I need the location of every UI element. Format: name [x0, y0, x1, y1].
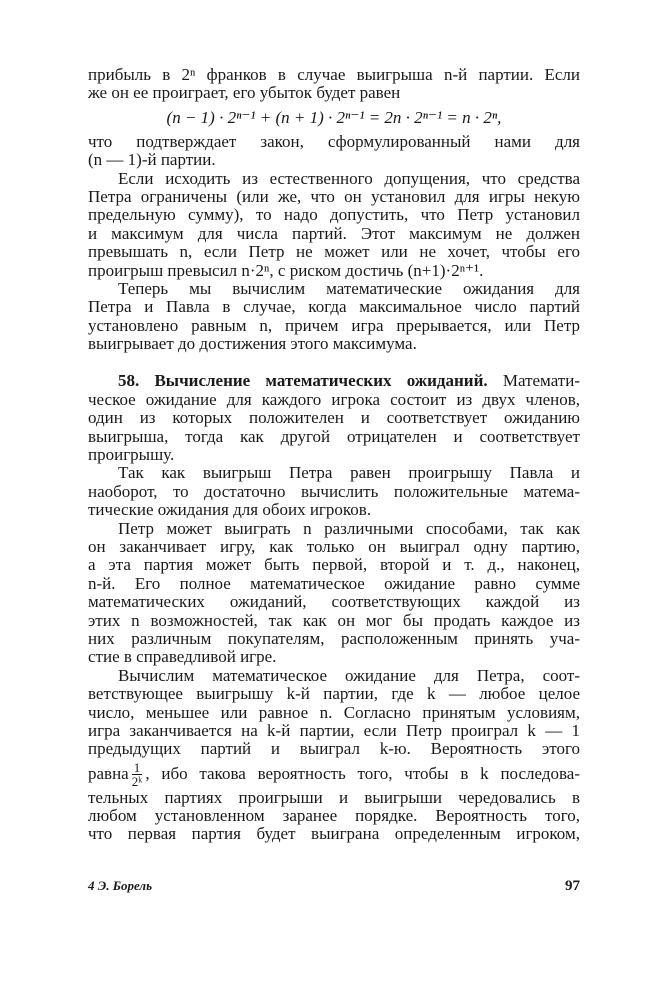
- fraction-prefix: равна: [88, 763, 129, 783]
- text-line: них различным покупателям, расположенным принять уча-: [88, 629, 580, 648]
- text-line: установлено равным n, причем игра прерывается, или Петр: [88, 316, 580, 335]
- text-line-with-fraction: [88, 759, 580, 789]
- text-line: выигрывает до достижения этого максимума.: [88, 335, 417, 354]
- fraction-numerator: 1: [132, 761, 143, 775]
- text-line: проигрыш превысил n·2ⁿ, с риском достичь (n+1)·2ⁿ⁺¹.: [88, 261, 484, 280]
- text-line: этих n возможностей, так как он мог бы продать каждое из: [88, 611, 580, 630]
- text-line: выигрыша, тогда как другой отрицателен и соответствует: [88, 427, 580, 446]
- opening-lines: [88, 66, 580, 103]
- text-line: предыдущих партий и выиграл k-ю. Вероятность этого: [88, 740, 580, 759]
- fraction-one-over-two-k: [132, 761, 143, 788]
- text-line: а эта партия может быть первой, второй и т. д., наконец,: [88, 556, 580, 575]
- text-line: Петр может выиграть n различными способами, так как: [118, 519, 580, 538]
- text-line: Петра и Павла в случае, когда максимальное число партий: [88, 298, 580, 317]
- text-line: что подтверждает закон, сформулированный нами для: [88, 132, 580, 151]
- section-58: [88, 372, 580, 464]
- page-text: [88, 66, 580, 844]
- paragraph: [88, 280, 580, 354]
- text-line: математических ожиданий, соответствующих каждой из: [88, 593, 580, 612]
- signature-mark: 4 Э. Борель: [88, 878, 153, 893]
- fraction-denominator: 2ᵏ: [131, 774, 143, 789]
- text-line: один из которых положителен и соответствует ожиданию: [88, 409, 580, 428]
- text-line: он заканчивает игру, как только он выиграл одну партию,: [88, 537, 580, 556]
- text-line: ветствующее выигрышу k-й партии, где k — любое целое: [88, 685, 580, 704]
- paragraph: [88, 667, 580, 844]
- text-line: прибыль в 2ⁿ франков в случае выигрыша n-й партии. Если: [88, 66, 580, 84]
- text-line: ческое ожидание для каждого игрока состоит из двух членов,: [88, 390, 580, 409]
- heading-continuation: Математи-: [502, 372, 580, 391]
- text-line: любом установленном заранее порядке. Вероятность того,: [88, 807, 580, 826]
- paragraph: [88, 170, 580, 280]
- text-line: Вычислим математическое ожидание для Петра, соот-: [118, 666, 580, 685]
- text-line: стие в справедливой игре.: [88, 648, 277, 667]
- paragraph: [88, 520, 580, 667]
- text-line: [88, 372, 580, 390]
- formula: (n − 1) · 2ⁿ⁻¹ + (n + 1) · 2ⁿ⁻¹ = 2n · 2ⁿ⁻¹ = n · 2ⁿ,: [166, 107, 502, 127]
- text-line: игра заканчивается на k-й партии, если Петр проиграл k — 1: [88, 721, 580, 740]
- page-footer: [88, 878, 580, 898]
- text-line: тические ожидания для обоих игроков.: [88, 501, 372, 520]
- page-number: 97: [565, 878, 580, 894]
- text-line: тельных партиях проигрыши и выигрыши чередовались в: [88, 788, 580, 807]
- paragraph: [88, 464, 580, 519]
- text-line: Теперь мы вычислим математические ожидания для: [118, 279, 580, 298]
- text-line: (n — 1)-й партии.: [88, 151, 216, 170]
- text-line: n-й. Его полное математическое ожидание равно сумме: [88, 574, 580, 593]
- text-line: и максимум для числа партий. Этот максимум не должен: [88, 224, 580, 243]
- text-line: наоборот, то достаточно вычислить положительные матема-: [88, 482, 580, 501]
- formula-conclusion: [88, 133, 580, 170]
- text-line: предельную сумму), то надо допустить, что Петр установил: [88, 206, 580, 225]
- section-heading: 58. Вычисление математических ожиданий.: [118, 372, 488, 391]
- text-line: проигрышу.: [88, 446, 175, 465]
- text-line: что первая партия будет выиграна определенным игроком,: [88, 825, 580, 844]
- text-line: Если исходить из естественного допущения, что средства: [118, 169, 580, 188]
- text-line: превышать n, если Петр не может или не хочет, чтобы его: [88, 243, 580, 262]
- text-line: Так как выигрыш Петра равен проигрышу Павла и: [118, 464, 580, 483]
- text-line: число, меньшее или равное n. Согласно принятым условиям,: [88, 703, 580, 722]
- text-line: Петра ограничены (или же, что он установил для игры некую: [88, 187, 580, 206]
- fraction-suffix: , ибо такова вероятность того, чтобы в k последова-: [145, 763, 580, 783]
- text-line: же он ее проиграет, его убыток будет равен: [88, 84, 401, 103]
